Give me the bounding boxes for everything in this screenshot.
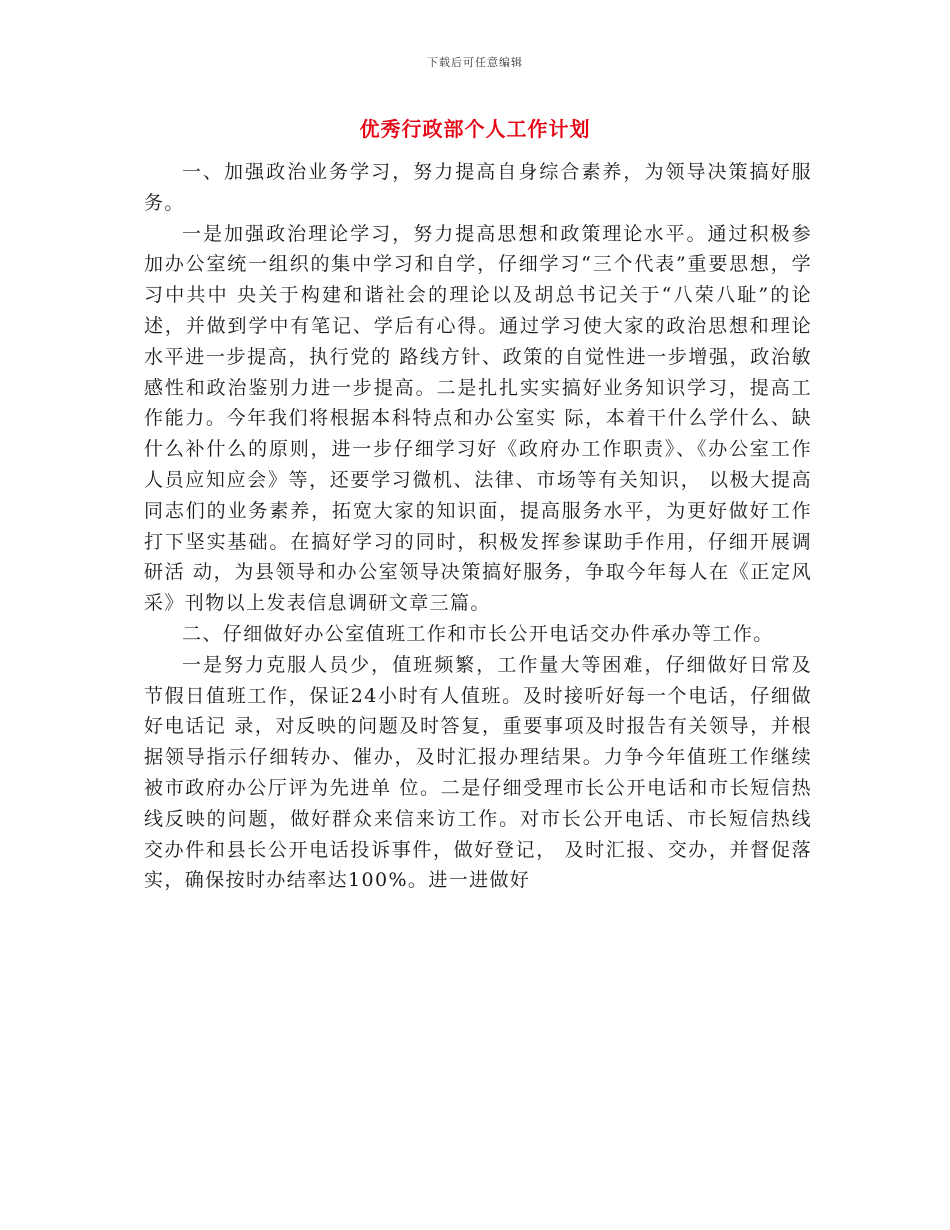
document-body xyxy=(144,157,812,896)
paragraph-section-1-heading: 一、加强政治业务学习，努力提高自身综合素养，为领导决策搞好服务。 xyxy=(144,161,812,214)
paragraph-section-2-body: 一是努力克服人员少，值班频繁，工作量大等困难，仔细做好日常及节假日值班工作，保证24小时有人值班。及时接听好每一个电话，仔细做好电话记 录，对反映的问题及时答复，重要事项及时报告有关领导，并根据领导指示仔细转办、催办，及时汇报办理结果。力争今年值班工作继续被市政府办公厅评为先进单 位。二是仔细受理市长公开电话和市长短信热线反映的问题，做好群众来信来访工作。对市长公开电话、市长短信热线交办件和县长公开电话投诉事件，做好登记， 及时汇报、交办，并督促落实，确保按时办结率达100%。进一进做好 xyxy=(144,653,812,892)
paragraph-section-2-heading: 二、仔细做好办公室值班工作和市长公开电话交办件承办等工作。 xyxy=(182,622,774,645)
header-note: 下载后可任意编辑 xyxy=(427,56,523,69)
paragraph-section-1-body: 一是加强政治理论学习，努力提高思想和政策理论水平。通过积极参加办公室统一组织的集中学习和自学，仔细学习“三个代表”重要思想，学习中共中 央关于构建和谐社会的理论以及胡总书记关于“八荣八耻”的论述，并做到学中有笔记、学后有心得。通过学习使大家的政治思想和理论水平进一步提高，执行党的 路线方针、政策的自觉性进一步增强，政治敏感性和政治鉴别力进一步提高。二是扎扎实实搞好业务知识学习，提高工作能力。今年我们将根据本科特点和办公室实 际，本着干什么学什么、缺什么补什么的原则，进一步仔细学习好《政府办工作职责》、《办公室工作人员应知应会》等，还要学习微机、法律、市场等有关知识， 以极大提高同志们的业务素养，拓宽大家的知识面，提高服务水平，为更好做好工作打下坚实基础。在搞好学习的同时，积极发挥参谋助手作用，仔细开展调研活 动，为县领导和办公室领导决策搞好服务，争取今年每人在《正定风采》刊物以上发表信息调研文章三篇。 xyxy=(144,222,812,615)
document-title: 优秀行政部个人工作计划 xyxy=(359,117,591,141)
